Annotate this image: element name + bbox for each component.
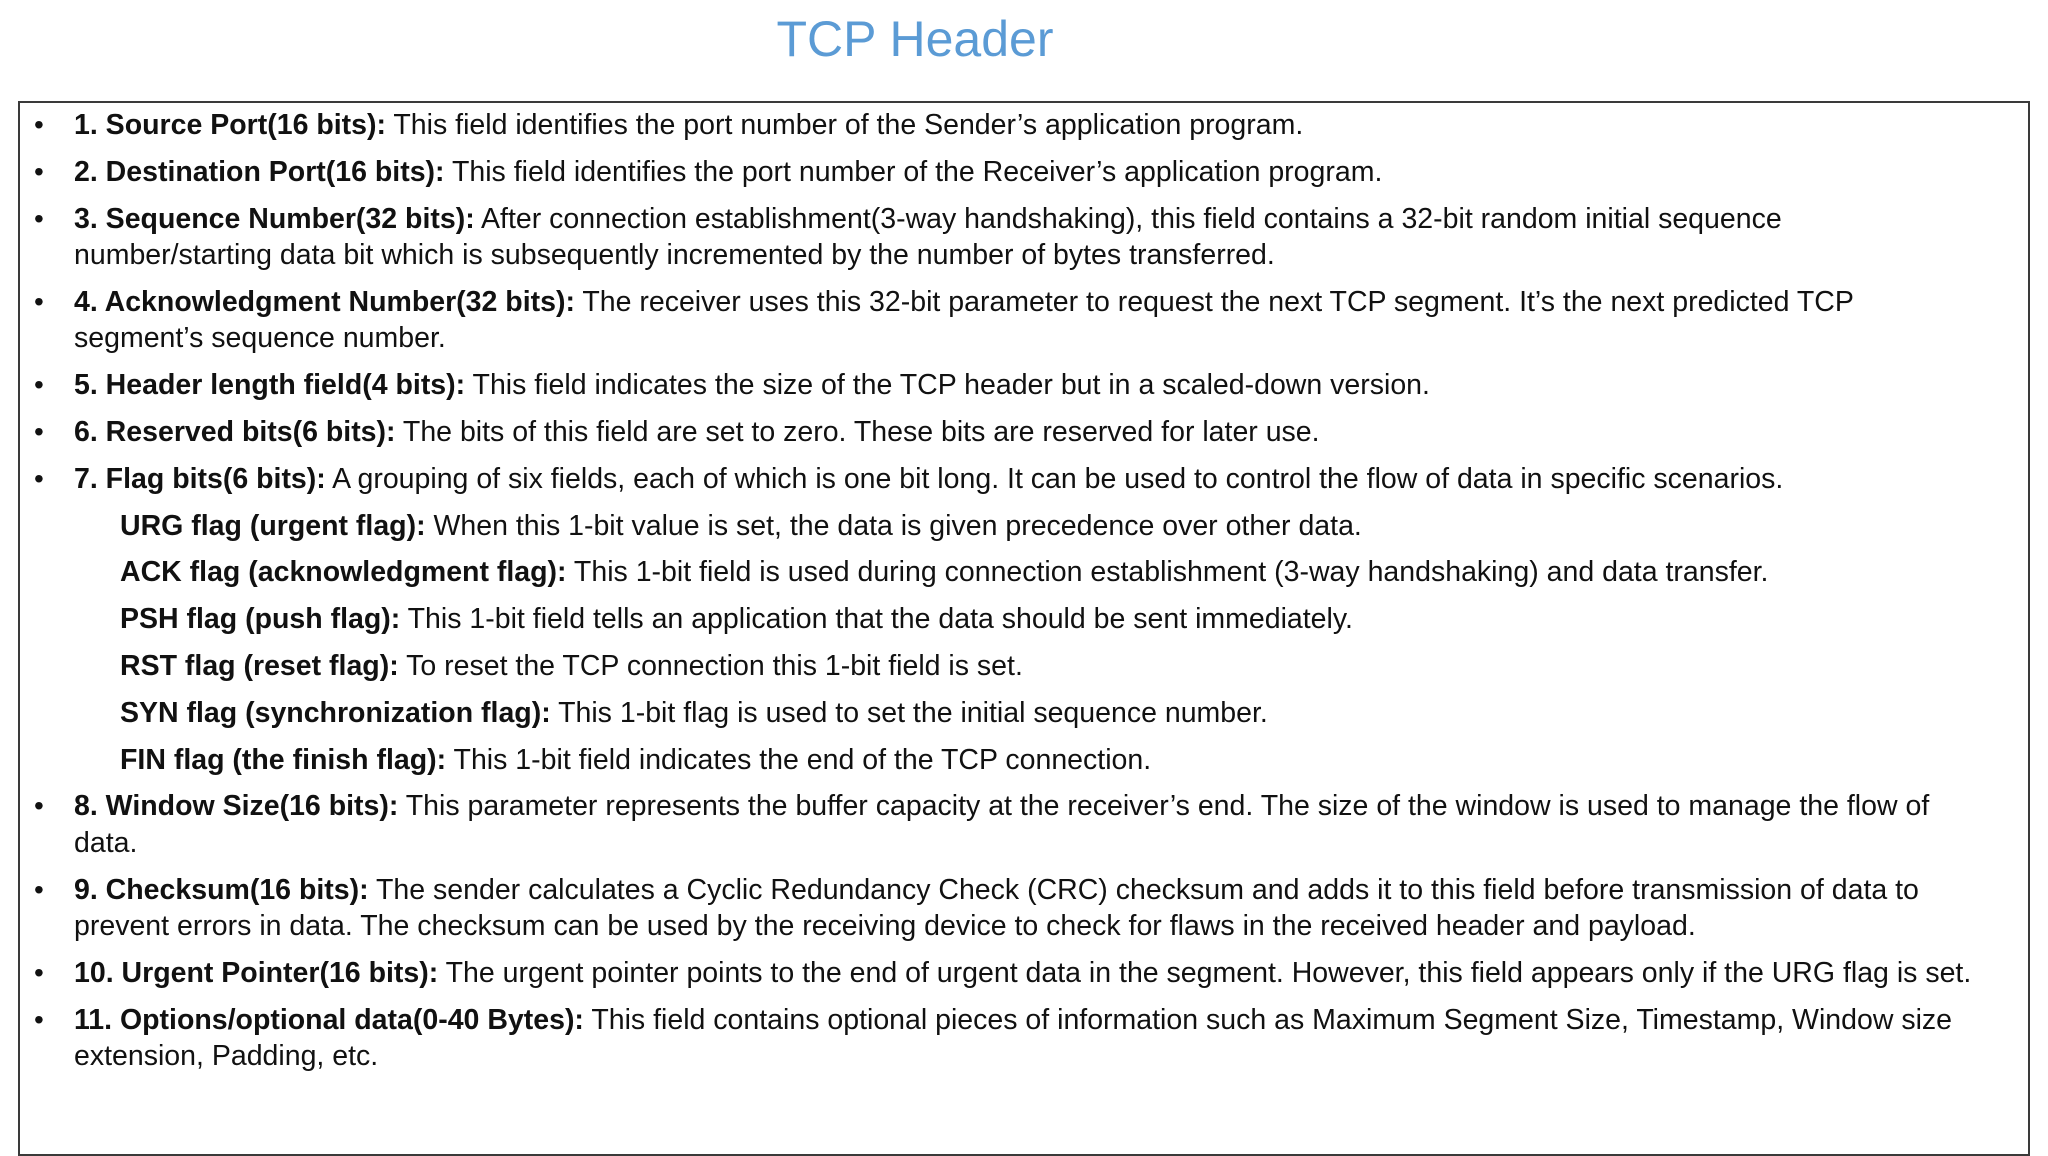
list-item-syn-flag <box>0 695 2000 732</box>
item-text: A grouping of six fields, each of which is one bit long. It can be used to control the flow of data in specific scenarios. <box>325 462 1784 495</box>
item-text: This field identifies the port number of the Sender’s application program. <box>385 109 1304 141</box>
item-label: 3. Sequence Number(32 bits): <box>74 202 475 235</box>
list-item-acknowledgment-number <box>0 284 2000 357</box>
list-item-source-port <box>0 107 2000 144</box>
item-label: 8. Window Size(16 bits): <box>74 790 399 823</box>
list-item-header-length <box>0 367 2000 404</box>
list-item-flag-bits <box>0 461 2000 498</box>
item-label: 4. Acknowledgment Number(32 bits): <box>74 285 575 318</box>
list-item-ack-flag <box>0 554 2000 591</box>
item-text: The bits of this field are set to zero. These bits are reserved for later use. <box>395 415 1320 448</box>
list-item-rst-flag <box>0 648 2000 685</box>
list-item-options <box>0 1002 2000 1075</box>
item-label: 10. Urgent Pointer(16 bits): <box>74 956 439 989</box>
list-item-reserved-bits <box>0 414 2000 451</box>
item-text: This field contains optional pieces of information such as Maximum Segment Size, Timestamp, Window size extension, Padding, etc. <box>74 1003 1953 1073</box>
bullet-icon: • <box>34 956 44 988</box>
list-item-urgent-pointer <box>0 955 2000 992</box>
bullet-icon: • <box>34 155 44 187</box>
item-label: 1. Source Port(16 bits): <box>74 109 386 141</box>
item-text: The receiver uses this 32-bit parameter to request the next TCP segment. It’s the next predicted TCP segment’s sequence number. <box>74 285 1854 355</box>
page-title: TCP Header <box>776 11 1054 67</box>
item-label: URG flag (urgent flag): <box>120 509 426 542</box>
list-item-destination-port <box>0 154 2000 191</box>
item-text: The urgent pointer points to the end of urgent data in the segment. However, this field appears only if the URG flag is set. <box>438 956 1972 989</box>
item-text: This field identifies the port number of the Receiver’s application program. <box>444 155 1383 188</box>
item-label: SYN flag (synchronization flag): <box>120 696 551 729</box>
item-text: This 1-bit field is used during connection establishment (3-way handshaking) and data transfer. <box>566 556 1769 589</box>
item-label: 6. Reserved bits(6 bits): <box>74 415 396 448</box>
list-item-checksum <box>0 872 2000 945</box>
field-list <box>0 107 2000 1085</box>
list-item-urg-flag <box>0 508 2000 545</box>
item-label: 9. Checksum(16 bits): <box>74 873 369 906</box>
list-item-window-size <box>0 788 2000 861</box>
item-label: 5. Header length field(4 bits): <box>74 369 466 402</box>
item-text: This field indicates the size of the TCP header but in a scaled-down version. <box>465 369 1430 402</box>
item-text: The sender calculates a Cyclic Redundancy Check (CRC) checksum and adds it to this field before transmission of data to prevent errors in data. The checksum can be used by the receiving device to check for flaws in the received header and payload. <box>74 873 1919 943</box>
item-label: 11. Options/optional data(0-40 Bytes): <box>74 1003 584 1036</box>
item-label: ACK flag (acknowledgment flag): <box>120 556 567 589</box>
bullet-icon: • <box>34 873 44 905</box>
bullet-icon: • <box>34 1003 44 1035</box>
bullet-icon: • <box>34 462 44 494</box>
item-text: This 1-bit flag is used to set the initial sequence number. <box>550 696 1268 729</box>
bullet-icon: • <box>34 285 44 317</box>
bullet-icon: • <box>34 790 44 822</box>
bullet-icon: • <box>34 202 44 234</box>
item-label: RST flag (reset flag): <box>120 649 399 682</box>
item-text: After connection establishment(3-way handshaking), this field contains a 32-bit random initial sequence number/starting data bit which is subsequently incremented by the number of bytes transferred. <box>74 202 1782 272</box>
item-text: To reset the TCP connection this 1-bit field is set. <box>398 649 1023 682</box>
item-label: PSH flag (push flag): <box>120 603 401 636</box>
bullet-icon: • <box>34 369 44 401</box>
list-item-sequence-number <box>0 201 2000 274</box>
list-item-fin-flag <box>0 742 2000 779</box>
item-text: This 1-bit field tells an application that the data should be sent immediately. <box>400 603 1353 636</box>
item-text: This 1-bit field indicates the end of the TCP connection. <box>446 743 1152 776</box>
bullet-icon: • <box>34 109 44 140</box>
bullet-icon: • <box>34 415 44 447</box>
list-item-psh-flag <box>0 601 2000 638</box>
item-label: FIN flag (the finish flag): <box>120 743 447 776</box>
item-text: This parameter represents the buffer capacity at the receiver’s end. The size of the window is used to manage the flow of data. <box>74 790 1930 859</box>
item-label: 2. Destination Port(16 bits): <box>74 155 445 188</box>
item-label: 7. Flag bits(6 bits): <box>74 462 326 495</box>
item-text: When this 1-bit value is set, the data is given precedence over other data. <box>425 509 1362 542</box>
